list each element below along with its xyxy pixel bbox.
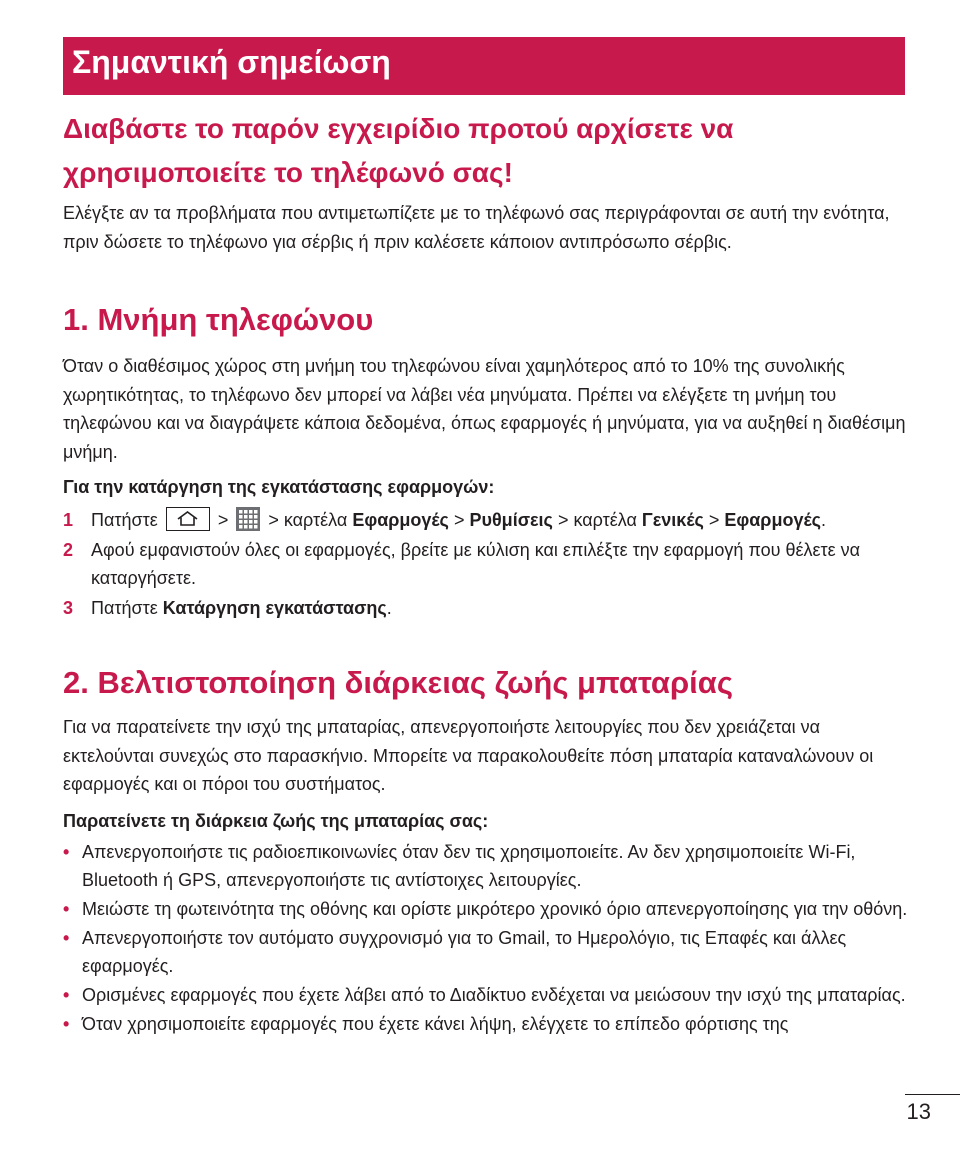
section-1-heading: 1. Μνήμη τηλεφώνου bbox=[63, 302, 374, 337]
page-number-rule bbox=[905, 1094, 960, 1095]
list-item-text: Απενεργοποιήστε τις ραδιοεπικοινωνίες όταν δεν τις χρησιμοποιείτε. Αν δεν χρησιμοποιείτε Wi-Fi, Bluetooth ή GPS, απενεργοποιήστε τις αντίστοιχες λειτουργίες. bbox=[82, 842, 856, 890]
step-1 bbox=[63, 506, 913, 535]
bullet-icon: • bbox=[63, 1014, 70, 1034]
page-title bbox=[63, 107, 923, 195]
bullet-icon: • bbox=[63, 842, 70, 862]
list-item-text: Όταν χρησιμοποιείτε εφαρμογές που έχετε κάνει λήψη, ελέγχετε το επίπεδο φόρτισης της bbox=[82, 1014, 789, 1034]
step-period: . bbox=[820, 510, 826, 530]
step-3 bbox=[63, 594, 913, 623]
list-item bbox=[63, 981, 913, 1009]
step-number: 3 bbox=[63, 597, 74, 618]
section-2-body: Για να παρατείνετε την ισχύ της μπαταρίας, απενεργοποιήστε λειτουργίες που δεν χρειάζεται να εκτελούνται συνεχώς στο παρασκήνιο. Μπορείτε να παρακολουθείτε πόση μπαταρία καταναλώνουν οι εφαρμογές και οι πόροι του συστήματος. bbox=[63, 717, 874, 794]
step-period: . bbox=[386, 597, 392, 618]
step-separator: > bbox=[217, 510, 229, 530]
step-text: > καρτέλα bbox=[268, 510, 348, 530]
title-line-1: Διαβάστε το παρόν εγχειρίδιο προτού αρχίσετε να bbox=[63, 113, 734, 144]
step-text: Πατήστε bbox=[91, 510, 158, 530]
list-item bbox=[63, 924, 913, 980]
list-item-text: Απενεργοποιήστε τον αυτόματο συγχρονισμό για το Gmail, το Ημερολόγιο, τις Επαφές και άλλες εφαρμογές. bbox=[82, 928, 847, 976]
step-number: 1 bbox=[63, 510, 74, 530]
step-text: Πατήστε bbox=[91, 597, 158, 618]
step-text: > καρτέλα bbox=[557, 510, 637, 530]
step-text: Αφού εμφανιστούν όλες οι εφαρμογές, βρείτε με κύλιση και επιλέξτε την εφαρμογή που θέλετε να καταργήσετε. bbox=[91, 539, 861, 588]
bullet-icon: • bbox=[63, 899, 70, 919]
section-banner: Σημαντική σημείωση bbox=[63, 37, 905, 95]
list-item bbox=[63, 838, 913, 894]
menu-name-apps: Εφαρμογές bbox=[352, 510, 449, 530]
menu-name-applications: Εφαρμογές bbox=[724, 510, 821, 530]
list-item bbox=[63, 1010, 913, 1038]
battery-tips-list bbox=[63, 838, 913, 1039]
step-separator: > bbox=[453, 510, 465, 530]
home-key-icon bbox=[166, 507, 210, 531]
section-2-heading: 2. Βελτιστοποίηση διάρκειας ζωής μπαταρίας bbox=[63, 665, 733, 700]
page-number: 13 bbox=[906, 1099, 931, 1124]
section-1-body: Όταν ο διαθέσιμος χώρος στη μνήμη του τηλεφώνου είναι χαμηλότερος από το 10% της συνολικής χωρητικότητας, το τηλέφωνο δεν μπορεί να λάβει νέα μηνύματα. Πρέπει να ελέγξετε τη μνήμη του τηλεφώνου και να διαγράψετε κάποια δεδομένα, όπως εφαρμογές ή μηνύματα, για να αυξηθεί η διαθέσιμη μνήμη. bbox=[63, 356, 906, 462]
bullet-icon: • bbox=[63, 928, 70, 948]
section-1-subheading: Για την κατάργηση της εγκατάστασης εφαρμογών: bbox=[63, 477, 495, 497]
menu-name-general: Γενικές bbox=[641, 510, 704, 530]
step-number: 2 bbox=[63, 539, 74, 560]
uninstall-steps bbox=[63, 506, 913, 623]
bullet-icon: • bbox=[63, 985, 70, 1005]
step-2 bbox=[63, 536, 913, 593]
section-2-subheading: Παρατείνετε τη διάρκεια ζωής της μπαταρίας σας: bbox=[63, 811, 489, 831]
list-item bbox=[63, 895, 913, 923]
apps-grid-icon bbox=[236, 507, 260, 531]
list-item-text: Ορισμένες εφαρμογές που έχετε λάβει από το Διαδίκτυο ενδέχεται να μειώσουν την ισχύ της μπαταρίας. bbox=[82, 985, 906, 1005]
intro-paragraph: Ελέγξτε αν τα προβλήματα που αντιμετωπίζετε με το τηλέφωνό σας περιγράφονται σε αυτή την ενότητα, πριν δώσετε το τηλέφωνο για σέρβις ή πριν καλέσετε κάποιον αντιπρόσωπο σέρβις. bbox=[63, 203, 890, 252]
menu-name-uninstall: Κατάργηση εγκατάστασης bbox=[162, 597, 387, 618]
list-item-text: Μειώστε τη φωτεινότητα της οθόνης και ορίστε μικρότερο χρονικό όριο απενεργοποίησης για την οθόνη. bbox=[82, 899, 908, 919]
menu-name-settings: Ρυθμίσεις bbox=[469, 510, 553, 530]
step-separator: > bbox=[708, 510, 720, 530]
title-line-2: χρησιμοποιείτε το τηλέφωνό σας! bbox=[63, 157, 513, 188]
